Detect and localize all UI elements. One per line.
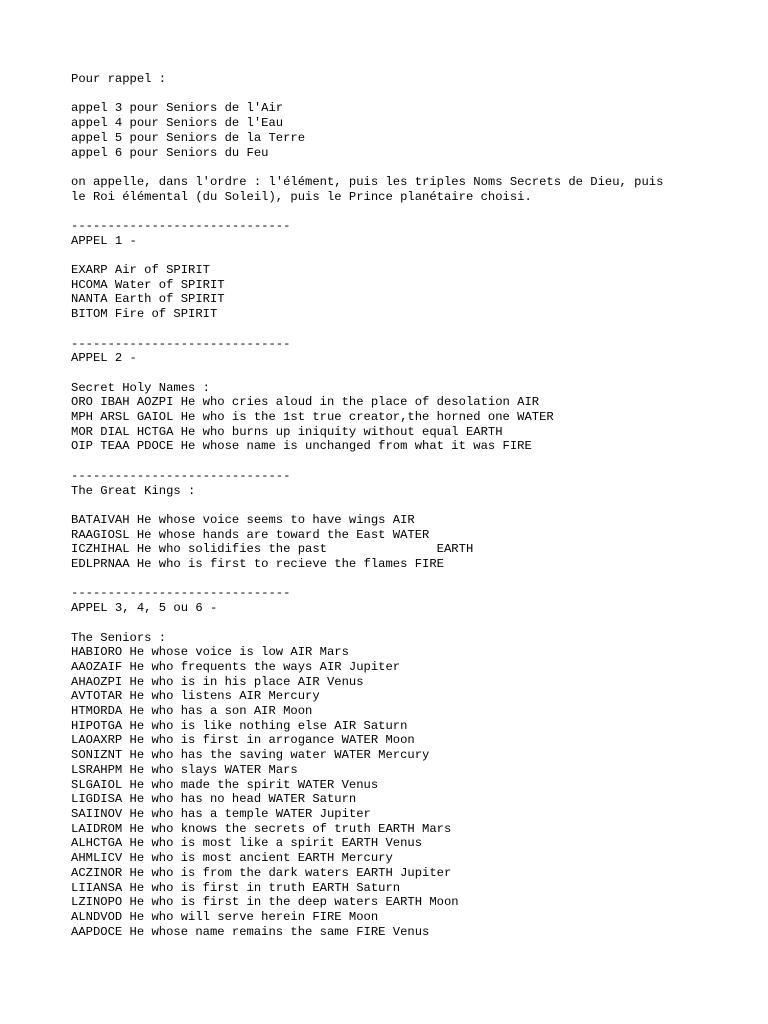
text-line: ------------------------------ (71, 336, 291, 351)
blank-line (71, 572, 751, 587)
document-page (71, 72, 751, 939)
text-line: The Seniors : (71, 630, 167, 645)
blank-line (71, 322, 751, 337)
text-line: APPEL 3, 4, 5 ou 6 - (71, 601, 218, 616)
text-line: ACZINOR He who is from the dark waters EARTH Jupiter (71, 865, 452, 880)
text-line: ORO IBAH AOZPI He who cries aloud in the place of desolation AIR (71, 395, 540, 410)
text-line: appel 3 pour Seniors de l'Air (71, 101, 284, 116)
blank-line (71, 498, 751, 513)
text-line: appel 6 pour Seniors du Feu (71, 145, 269, 160)
blank-line (71, 160, 751, 175)
text-line: AHMLICV He who is most ancient EARTH Mercury (71, 851, 393, 866)
text-line: APPEL 2 - (71, 351, 137, 366)
text-line: BATAIVAH He whose voice seems to have wings AIR (71, 512, 415, 527)
text-line: NANTA Earth of SPIRIT (71, 292, 225, 307)
text-line: AVTOTAR He who listens AIR Mercury (71, 689, 320, 704)
text-line: EXARP Air of SPIRIT (71, 263, 210, 278)
text-line: SONIZNT He who has the saving water WATER Mercury (71, 748, 430, 763)
text-line: MPH ARSL GAIOL He who is the 1st true creator,the horned one WATER (71, 410, 554, 425)
text-line: LSRAHPM He who slays WATER Mars (71, 762, 298, 777)
text-line: MOR DIAL HCTGA He who burns up iniquity without equal EARTH (71, 424, 503, 439)
text-line: LIIANSA He who is first in truth EARTH Saturn (71, 880, 401, 895)
text-line: LAIDROM He who knows the secrets of truth EARTH Mars (71, 821, 452, 836)
text-line: SAIINOV He who has a temple WATER Jupiter (71, 807, 371, 821)
text-line: ------------------------------ (71, 586, 291, 601)
text-line: The Great Kings : (71, 483, 196, 498)
text-line: HTMORDA He who has a son AIR Moon (71, 704, 313, 719)
text-line: ------------------------------ (71, 468, 291, 483)
text-line: AAOZAIF He who frequents the ways AIR Jupiter (71, 659, 401, 674)
text-line: LIGDISA He who has no head WATER Saturn (71, 792, 357, 807)
text-line: appel 5 pour Seniors de la Terre (71, 130, 306, 145)
text-line: Pour rappel : (71, 72, 167, 86)
text-line: LZINOPO He who is first in the deep waters EARTH Moon (71, 895, 459, 910)
text-line: ------------------------------ (71, 218, 291, 233)
blank-line (71, 366, 751, 381)
text-line: appel 4 pour Seniors de l'Eau (71, 116, 284, 131)
text-line: RAAGIOSL He whose hands are toward the East WATER (71, 527, 430, 542)
text-line: HIPOTGA He who is like nothing else AIR Saturn (71, 718, 408, 733)
text-line: ICZHIHAL He who solidifies the past EARTH (71, 542, 474, 557)
text-line: AHAOZPI He who is in his place AIR Venus (71, 674, 364, 689)
text-line: APPEL 1 - (71, 233, 137, 248)
text-line: HABIORO He whose voice is low AIR Mars (71, 645, 349, 660)
text-line: OIP TEAA PDOCE He whose name is unchanged from what it was FIRE (71, 439, 532, 454)
text-line: SLGAIOL He who made the spirit WATER Venus (71, 777, 379, 792)
text-line: BITOM Fire of SPIRIT (71, 307, 218, 322)
text-line: on appelle, dans l'ordre : l'élément, puis les triples Noms Secrets de Dieu, puis (71, 174, 664, 189)
text-line: HCOMA Water of SPIRIT (71, 277, 225, 292)
text-line: Secret Holy Names : (71, 380, 210, 395)
document-body (71, 72, 751, 939)
text-line: ALHCTGA He who is most like a spirit EARTH Venus (71, 836, 423, 851)
text-line: le Roi élémental (du Soleil), puis le Prince planétaire choisi. (71, 189, 532, 204)
text-line: EDLPRNAA He who is first to recieve the flames FIRE (71, 557, 444, 572)
text-line: ALNDVOD He who will serve herein FIRE Moon (71, 909, 379, 924)
blank-line (71, 454, 751, 469)
blank-line (71, 204, 751, 219)
blank-line (71, 248, 751, 263)
blank-line (71, 616, 751, 631)
text-line: AAPDOCE He whose name remains the same FIRE Venus (71, 924, 430, 939)
blank-line (71, 87, 751, 102)
text-line: LAOAXRP He who is first in arrogance WATER Moon (71, 733, 415, 748)
